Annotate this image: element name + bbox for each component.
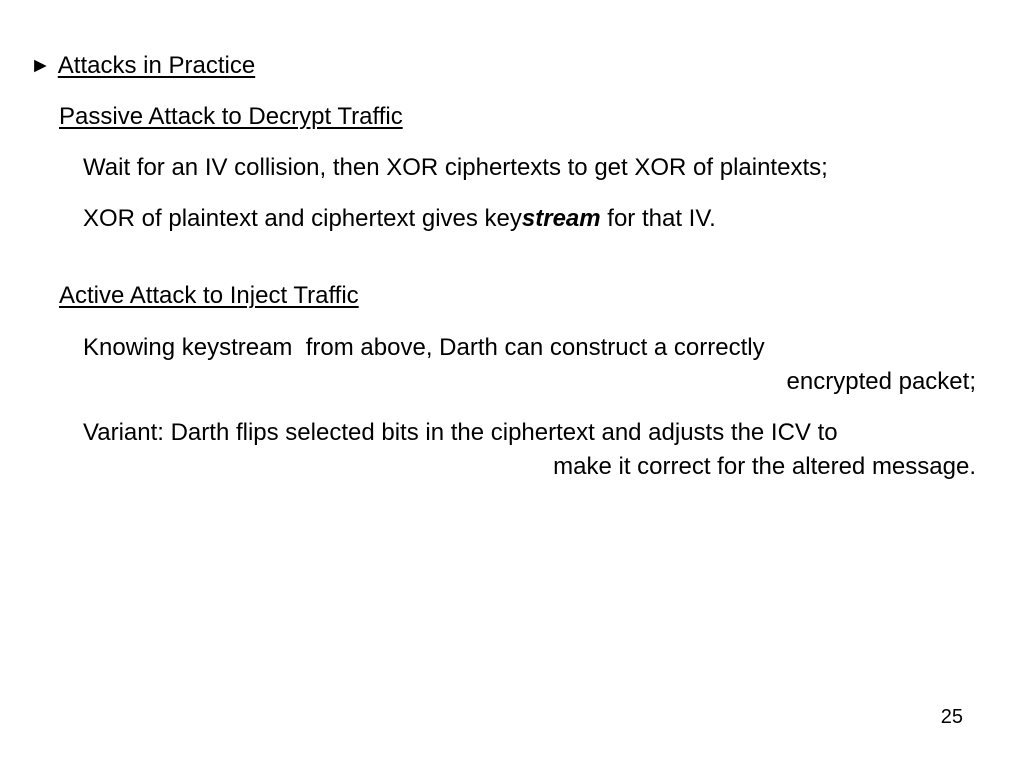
active-attack-item-1-line-1: Knowing keystream from above, Darth can construct a correctly: [83, 334, 765, 361]
slide-title: [30, 51, 255, 81]
stream-emphasis: stream: [521, 205, 601, 232]
passive-attack-line-1: Wait for an IV collision, then XOR ciphertexts to get XOR of plaintexts;: [83, 154, 828, 181]
active-attack-item-2-line-1: Variant: Darth flips selected bits in the ciphertext and adjusts the ICV to: [83, 419, 838, 446]
active-attack-heading: Active Attack to Inject Traffic: [59, 282, 359, 309]
passive-attack-heading: Passive Attack to Decrypt Traffic: [59, 103, 403, 130]
active-attack-item-2-line-2: make it correct for the altered message.: [553, 453, 976, 480]
passive-line-2-suffix: for that IV.: [600, 205, 716, 232]
passive-attack-line-2: [83, 204, 716, 234]
active-attack-item-1-line-2: encrypted packet;: [786, 368, 976, 395]
slide-title-text: Attacks in Practice: [57, 52, 256, 79]
page-number: 25: [940, 706, 963, 728]
triangle-bullet-icon: ►: [30, 54, 51, 77]
passive-line-2-prefix: XOR of plaintext and ciphertext gives key: [83, 205, 522, 232]
